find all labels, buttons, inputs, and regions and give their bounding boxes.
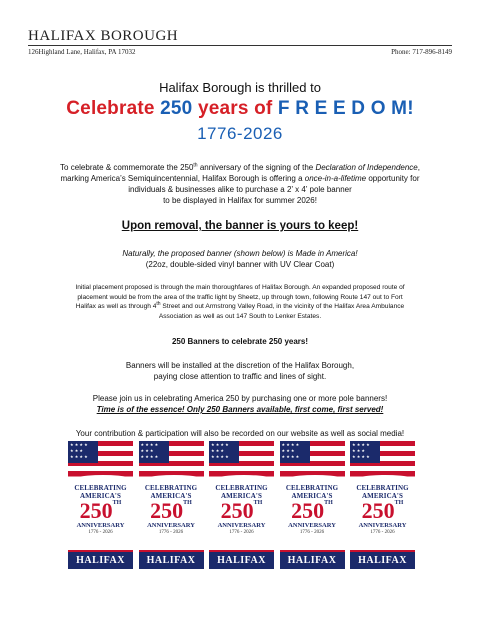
placement-paragraph <box>0 283 480 321</box>
banner-title: CELEBRATING AMERICA'S <box>74 484 127 500</box>
banner-image <box>280 441 345 569</box>
text: Banners will be installed at the discretion of the Halifax Borough, <box>125 361 355 370</box>
emphasis: once-in-a-lifetime <box>304 174 367 183</box>
banner-title: CELEBRATING AMERICA'S <box>215 484 268 500</box>
banner-range: 1776 - 2026 <box>88 530 113 535</box>
headline-word: Celebrate <box>66 98 155 119</box>
flag-graphic <box>280 441 345 483</box>
text: anniversary of the signing of the <box>197 163 316 172</box>
banner-image <box>209 441 274 569</box>
join-line: Please join us in celebrating America 250 by purchasing one or more pole banners! <box>92 394 388 403</box>
banner-range: 1776 - 2026 <box>158 530 184 535</box>
flag-graphic <box>350 441 415 483</box>
text: Street and out Armstrong Valley Road, in the vicinity of the Halifax Area Ambulance <box>160 303 405 311</box>
banner-image <box>139 441 204 569</box>
banner-number: 250TH <box>79 498 122 523</box>
banner-image <box>68 441 133 569</box>
flag-graphic <box>139 441 204 483</box>
banner-anniversary: ANNIVERSARY <box>288 522 336 529</box>
contact-line <box>28 45 452 56</box>
text: To celebrate & commemorate the 250 <box>60 163 194 172</box>
org-name: HALIFAX BOROUGH <box>28 28 179 44</box>
headline-word: years <box>197 98 249 119</box>
banner-number: 250TH <box>291 498 333 523</box>
text: Initial placement proposed is through the main thoroughfares of Halifax Borough. An expanded proposed route of <box>75 284 405 291</box>
document-title: Declaration of Independence <box>315 163 418 172</box>
flag-graphic <box>68 441 133 483</box>
text: placement would be from the area of the traffic light by Sheetz, up through town, following Route 147 out to Fort <box>77 293 403 301</box>
superscript: th <box>156 301 161 307</box>
headline-number: 250 <box>160 98 193 119</box>
banner-image <box>350 441 415 569</box>
intro-paragraph <box>0 162 480 206</box>
banner-count: 250 Banners to celebrate 250 years! <box>171 337 309 346</box>
text: Association as well as out 147 South to Lenker Estates. <box>158 312 322 320</box>
banner-range: 1776 - 2026 <box>370 530 395 535</box>
superscript: th <box>193 162 198 169</box>
banner-anniversary: ANNIVERSARY <box>147 522 195 529</box>
recorded-line: Your contribution & participation will also be recorded on our website as well as social media! <box>75 429 405 438</box>
text: paying close attention to traffic and lines of sight. <box>153 372 327 381</box>
text: to be displayed in Halifax for summer 2026! <box>163 196 317 205</box>
banner-title: CELEBRATING AMERICA'S <box>356 484 409 500</box>
address: 126Highland Lane, Halifax, PA 17032 <box>28 48 136 56</box>
text: , <box>417 163 420 172</box>
banner-row <box>68 441 415 569</box>
text: individuals & businesses alike to purchase a 2’ x 4’ pole banner <box>128 185 352 194</box>
banner-anniversary: ANNIVERSARY <box>217 522 266 529</box>
banner-town: HALIFAX <box>68 552 133 569</box>
banner-town: HALIFAX <box>139 552 204 569</box>
banner-anniversary: ANNIVERSARY <box>358 522 407 529</box>
banner-title: CELEBRATING AMERICA'S <box>285 484 339 500</box>
discretion-paragraph <box>0 360 480 382</box>
keep-banner-heading: Upon removal, the banner is yours to keep! <box>121 220 359 232</box>
urgency-line: Time is of the essence! Only 250 Banners available, first come, first served! <box>96 405 384 414</box>
text: marking America’s Semiquincentennial, Halifax Borough is offering a <box>60 174 305 183</box>
text: Halifax as well as through 4 <box>75 303 157 311</box>
headline <box>0 98 480 120</box>
banner-range: 1776 - 2026 <box>229 530 254 535</box>
intro-line: Halifax Borough is thrilled to <box>159 80 321 95</box>
banner-spec: (22oz, double-sided vinyl banner with UV Clear Coat) <box>145 260 335 269</box>
banner-range: 1776 - 2026 <box>299 530 325 535</box>
banner-town: HALIFAX <box>209 552 274 569</box>
flag-graphic <box>209 441 274 483</box>
banner-number: 250TH <box>361 498 404 523</box>
banner-anniversary: ANNIVERSARY <box>76 522 125 529</box>
banner-number: 250TH <box>220 498 263 523</box>
text: opportunity for <box>366 174 420 183</box>
letterhead <box>28 28 452 56</box>
banner-title: CELEBRATING AMERICA'S <box>144 484 198 500</box>
headline-freedom: F R E E D O M! <box>277 98 414 119</box>
made-in-america: Naturally, the proposed banner (shown below) is Made in America! <box>122 249 358 258</box>
banner-town: HALIFAX <box>350 552 415 569</box>
banner-number: 250TH <box>150 498 192 523</box>
phone: Phone: 717-896-8149 <box>391 48 452 56</box>
headline-word: of <box>254 98 273 119</box>
banner-town: HALIFAX <box>280 552 345 569</box>
year-range: 1776-2026 <box>197 124 283 143</box>
